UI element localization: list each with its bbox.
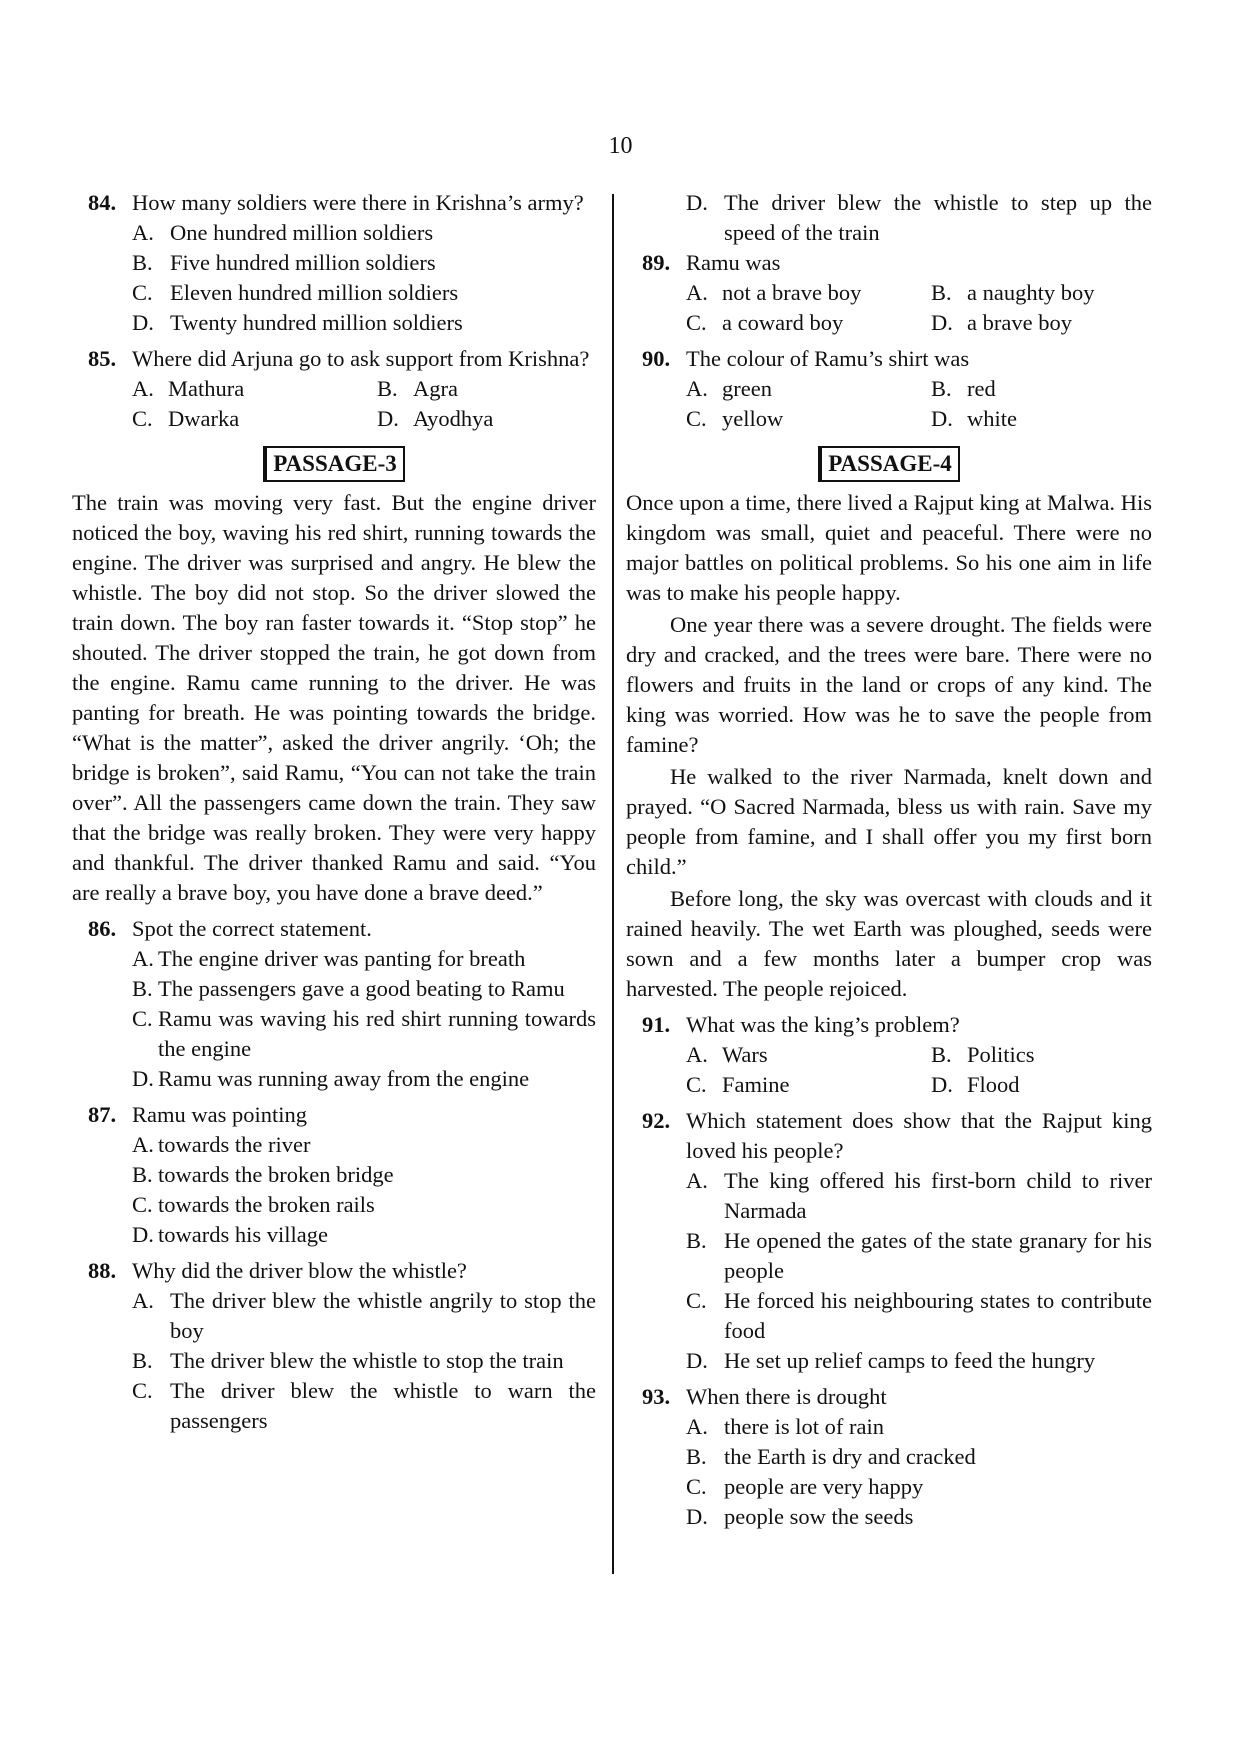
question-86 — [72, 914, 596, 1094]
option-b — [377, 374, 596, 404]
options-grid — [686, 278, 1152, 338]
option-text: Politics — [967, 1042, 1035, 1067]
option-text: Ramu was waving his red shirt running towards the engine — [158, 1006, 596, 1061]
passage-paragraph: Once upon a time, there lived a Rajput king at Malwa. His kingdom was small, quiet and peaceful. There were no major battles on political problems. So his one aim in life was to make his people happy. — [626, 490, 1152, 605]
option-letter: B. — [377, 376, 398, 401]
option-letter: B. — [686, 1444, 707, 1469]
option-letter: A. — [686, 1414, 708, 1439]
option-letter: D. — [686, 1504, 708, 1529]
question-number: 91. — [642, 1012, 671, 1037]
option-d — [931, 308, 1152, 338]
option-letter: C. — [132, 1006, 153, 1031]
passage-paragraph: One year there was a severe drought. The fields were dry and cracked, and the trees were bare. There were no flowers and fruits in the land or crops of any kind. The king was worried. How was he to save the people from famine? — [626, 612, 1152, 757]
option-a — [132, 1130, 596, 1160]
option-letter: D. — [931, 1072, 953, 1097]
passage-4-text — [626, 488, 1152, 1004]
option-text: Five hundred million soldiers — [170, 250, 436, 275]
option-text: yellow — [722, 406, 784, 431]
option-b — [132, 974, 596, 1004]
option-text: Twenty hundred million soldiers — [170, 310, 463, 335]
option-a — [132, 218, 596, 248]
option-letter: D. — [132, 1222, 154, 1247]
passage-3-heading-wrap — [72, 446, 596, 482]
option-c — [686, 308, 931, 338]
option-text: The driver blew the whistle to warn the passengers — [170, 1378, 596, 1433]
option-d — [931, 404, 1152, 434]
option-b — [132, 248, 596, 278]
page-number: 10 — [608, 133, 633, 159]
option-text: Ayodhya — [413, 406, 494, 431]
options-grid — [686, 1040, 1152, 1100]
option-letter: D. — [931, 310, 953, 335]
options-grid — [132, 374, 596, 434]
right-column — [626, 188, 1152, 1532]
option-text: people sow the seeds — [724, 1504, 914, 1529]
option-letter: D. — [132, 310, 154, 335]
option-letter: B. — [931, 1042, 952, 1067]
option-text: One hundred million soldiers — [170, 220, 434, 245]
option-letter: A. — [686, 280, 708, 305]
option-letter: B. — [686, 1228, 707, 1253]
passage-3-text — [72, 488, 596, 908]
option-b — [132, 1160, 596, 1190]
option-text: a naughty boy — [967, 280, 1095, 305]
option-text: He set up relief camps to feed the hungry — [724, 1348, 1096, 1373]
question-91 — [626, 1010, 1152, 1100]
option-letter: C. — [132, 280, 153, 305]
option-text: Ramu was running away from the engine — [158, 1066, 530, 1091]
option-text: a coward boy — [722, 310, 844, 335]
option-text: there is lot of rain — [724, 1414, 884, 1439]
question-number: 93. — [642, 1384, 671, 1409]
question-number: 85. — [88, 346, 117, 371]
option-c — [132, 1190, 596, 1220]
option-text: not a brave boy — [722, 280, 862, 305]
option-letter: D. — [686, 190, 708, 215]
option-letter: A. — [132, 1132, 154, 1157]
question-88 — [72, 1256, 596, 1436]
option-text: Famine — [722, 1072, 790, 1097]
options-grid — [686, 374, 1152, 434]
option-text: Flood — [967, 1072, 1020, 1097]
option-b — [686, 1226, 1152, 1286]
option-c — [132, 1376, 596, 1436]
option-c — [686, 404, 931, 434]
option-text: Wars — [722, 1042, 768, 1067]
option-letter: C. — [132, 406, 153, 431]
option-letter: A. — [132, 1288, 154, 1313]
question-text: Ramu was — [686, 250, 781, 275]
option-c — [686, 1472, 1152, 1502]
question-number: 87. — [88, 1102, 117, 1127]
option-text: He forced his neighbouring states to contribute food — [724, 1288, 1152, 1343]
option-d — [686, 1346, 1152, 1376]
option-d — [377, 404, 596, 434]
option-c — [132, 1004, 596, 1064]
option-letter: A. — [686, 1168, 708, 1193]
option-c — [686, 1286, 1152, 1346]
passage-3-heading: PASSAGE-3 — [263, 446, 405, 482]
option-text: red — [967, 376, 996, 401]
option-letter: B. — [132, 1348, 153, 1373]
question-90 — [626, 344, 1152, 434]
option-letter: C. — [686, 1072, 707, 1097]
question-text: Spot the correct statement. — [132, 916, 372, 941]
passage-4-heading-wrap — [626, 446, 1152, 482]
option-text: green — [722, 376, 772, 401]
option-a — [686, 1040, 931, 1070]
option-b — [931, 374, 1152, 404]
option-d — [686, 188, 1152, 248]
option-letter: D. — [686, 1348, 708, 1373]
option-text: Eleven hundred million soldiers — [170, 280, 459, 305]
question-text: Why did the driver blow the whistle? — [132, 1258, 467, 1283]
option-text: the Earth is dry and cracked — [724, 1444, 976, 1469]
option-letter: A. — [132, 946, 154, 971]
question-number: 84. — [88, 190, 117, 215]
option-text: The engine driver was panting for breath — [158, 946, 526, 971]
option-letter: C. — [686, 1288, 707, 1313]
passage-paragraph: He walked to the river Narmada, knelt down and prayed. “O Sacred Narmada, bless us with rain. Save my people from famine, and I shall offer you my first born child.” — [626, 764, 1152, 879]
question-text: Where did Arjuna go to ask support from Krishna? — [132, 346, 590, 371]
option-c — [686, 1070, 931, 1100]
question-text: What was the king’s problem? — [686, 1012, 960, 1037]
option-a — [686, 1412, 1152, 1442]
option-letter: C. — [132, 1378, 153, 1403]
option-letter: B. — [931, 280, 952, 305]
question-number: 92. — [642, 1108, 671, 1133]
option-a — [686, 1166, 1152, 1226]
option-b — [132, 1346, 596, 1376]
option-letter: C. — [686, 406, 707, 431]
question-92 — [626, 1106, 1152, 1376]
option-letter: B. — [132, 976, 153, 1001]
question-text: Which statement does show that the Rajput king loved his people? — [686, 1108, 1152, 1163]
question-number: 88. — [88, 1258, 117, 1283]
option-letter: A. — [132, 220, 154, 245]
option-letter: D. — [931, 406, 953, 431]
option-letter: C. — [686, 310, 707, 335]
option-text: towards the broken bridge — [158, 1162, 394, 1187]
option-text: The passengers gave a good beating to Ramu — [158, 976, 565, 1001]
option-d — [132, 1220, 596, 1250]
option-letter: A. — [132, 376, 154, 401]
option-letter: C. — [686, 1474, 707, 1499]
question-text: How many soldiers were there in Krishna’s army? — [132, 190, 584, 215]
option-text: The king offered his first-born child to river Narmada — [724, 1168, 1152, 1223]
option-text: towards the broken rails — [158, 1192, 375, 1217]
passage-paragraph: The train was moving very fast. But the engine driver noticed the boy, waving his red shirt, running towards the engine. The driver was surprised and angry. He blew the whistle. The boy did not stop. So the driver slowed the train down. The boy ran faster towards it. “Stop stop” he shouted. The driver stopped the train, he got down from the engine. Ramu came running to the driver. He was panting for breath. He was pointing towards the bridge. “What is the matter”, asked the driver angrily. ‘Oh; the bridge is broken”, said Ramu, “You can not take the train over”. All the passengers came down the train. They saw that the bridge was really broken. They were very happy and thankful. The driver thanked Ramu and said. “You are really a brave boy, you have done a brave deed.” — [72, 490, 596, 905]
option-letter: A. — [686, 376, 708, 401]
option-a — [686, 374, 931, 404]
option-text: Mathura — [168, 376, 245, 401]
option-a — [132, 374, 377, 404]
option-b — [931, 1040, 1152, 1070]
option-letter: D. — [132, 1066, 154, 1091]
option-letter: B. — [132, 250, 153, 275]
option-text: The driver blew the whistle angrily to stop the boy — [170, 1288, 596, 1343]
option-d — [132, 1064, 596, 1094]
option-text: towards the river — [158, 1132, 311, 1157]
option-text: Dwarka — [168, 406, 240, 431]
option-text: white — [967, 406, 1017, 431]
option-b — [931, 278, 1152, 308]
option-d — [686, 1502, 1152, 1532]
question-87 — [72, 1100, 596, 1250]
option-text: towards his village — [158, 1222, 328, 1247]
option-letter: D. — [377, 406, 399, 431]
option-a — [132, 1286, 596, 1346]
question-text: Ramu was pointing — [132, 1102, 307, 1127]
option-c — [132, 404, 377, 434]
option-b — [686, 1442, 1152, 1472]
option-text: Agra — [413, 376, 458, 401]
question-number: 90. — [642, 346, 671, 371]
question-number: 86. — [88, 916, 117, 941]
option-d — [132, 308, 596, 338]
question-text: The colour of Ramu’s shirt was — [686, 346, 970, 371]
question-93 — [626, 1382, 1152, 1532]
option-letter: B. — [931, 376, 952, 401]
passage-4-heading: PASSAGE-4 — [818, 446, 960, 482]
option-text: The driver blew the whistle to step up the speed of the train — [724, 190, 1152, 245]
option-d — [931, 1070, 1152, 1100]
option-letter: A. — [686, 1042, 708, 1067]
left-column — [72, 188, 596, 1436]
option-text: people are very happy — [724, 1474, 924, 1499]
question-text: When there is drought — [686, 1384, 887, 1409]
option-letter: B. — [132, 1162, 153, 1187]
question-number: 89. — [642, 250, 671, 275]
question-84 — [72, 188, 596, 338]
question-88-continued — [626, 188, 1152, 248]
option-letter: C. — [132, 1192, 153, 1217]
column-divider — [612, 194, 614, 1574]
passage-paragraph: Before long, the sky was overcast with clouds and it rained heavily. The wet Earth was ploughed, seeds were sown and a few months later a bumper crop was harvested. The people rejoiced. — [626, 886, 1152, 1001]
option-text: a brave boy — [967, 310, 1072, 335]
question-85 — [72, 344, 596, 434]
option-a — [132, 944, 596, 974]
option-c — [132, 278, 596, 308]
option-text: The driver blew the whistle to stop the train — [170, 1348, 564, 1373]
question-89 — [626, 248, 1152, 338]
option-a — [686, 278, 931, 308]
option-text: He opened the gates of the state granary for his people — [724, 1228, 1152, 1283]
